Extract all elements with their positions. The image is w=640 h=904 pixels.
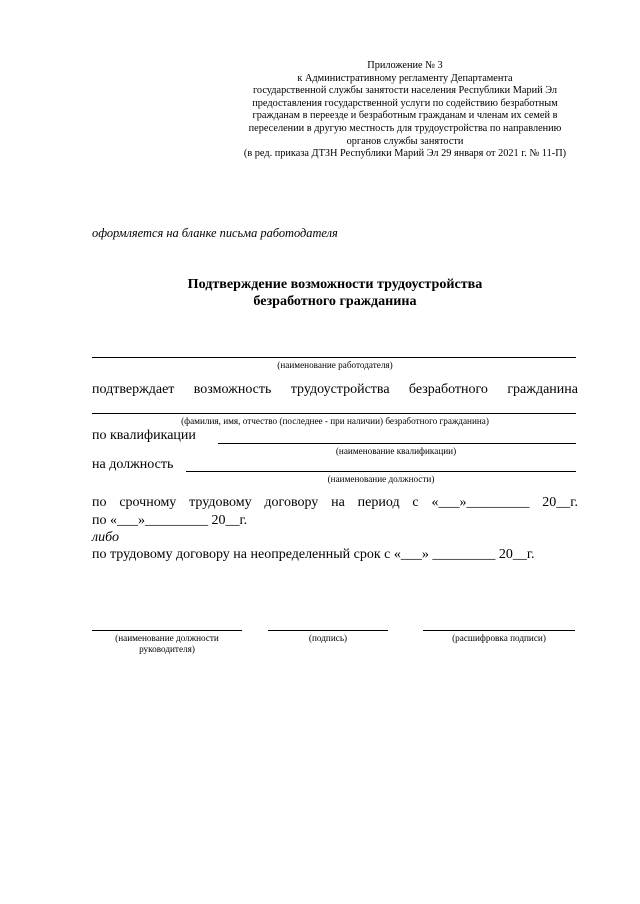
signature-decoding-caption: (расшифровка подписи): [452, 633, 546, 643]
qualification-label: по квалификации: [92, 428, 196, 443]
title-line-2: безработного гражданина: [253, 293, 417, 309]
signature-caption: (подпись): [308, 633, 348, 643]
employer-name-line[interactable]: [92, 357, 576, 358]
fixed-term-start-date[interactable]: «___»_________: [431, 495, 530, 510]
appendix-header: [225, 60, 585, 161]
appendix-line: государственной службы занятости населения Республики Марий Эл: [252, 85, 558, 97]
fixed-term-word: период: [357, 495, 400, 510]
appendix-line: переселении в другую местность для трудоустройства по направлению: [248, 122, 562, 134]
document-title: [92, 276, 578, 310]
fixed-term-word: по: [92, 495, 107, 510]
confirms-word: возможность: [193, 382, 272, 397]
confirms-word: гражданина: [507, 382, 578, 397]
appendix-line: (в ред. приказа ДТЗН Республики Марий Эл 29 января от 2021 г. № 11-П): [243, 148, 567, 160]
fixed-term-word: срочному: [119, 495, 177, 510]
qualification-line[interactable]: [218, 443, 576, 444]
head-position-line[interactable]: [92, 630, 242, 631]
fixed-term-word: трудовому: [189, 495, 252, 510]
appendix-line: Приложение № 3: [367, 60, 443, 71]
fixed-term-contract-line: [92, 495, 578, 511]
qualification-caption: (наименование квалификации): [335, 446, 457, 456]
signature-decoding-line[interactable]: [423, 630, 575, 631]
confirms-word: трудоустройства: [290, 382, 390, 397]
employer-caption: (наименование работодателя): [277, 360, 393, 370]
title-line-1: Подтверждение возможности трудоустройства: [187, 276, 483, 292]
head-position-caption: [92, 633, 242, 655]
position-line[interactable]: [186, 471, 576, 472]
citizen-fio-line[interactable]: [92, 413, 576, 414]
fixed-term-word: с: [412, 495, 419, 510]
or-label: либо: [92, 530, 119, 545]
confirms-word: безработного: [408, 382, 488, 397]
confirms-text: [92, 382, 578, 398]
position-label: на должность: [92, 457, 174, 472]
head-position-caption-line-1: (наименование должности: [115, 633, 219, 643]
head-position-caption-line-2: руководителя): [139, 644, 195, 654]
signature-line[interactable]: [268, 630, 388, 631]
appendix-line: к Административному регламенту Департамента: [297, 72, 513, 84]
appendix-line: органов службы занятости: [346, 135, 464, 147]
letterhead-note: оформляется на бланке письма работодателя: [92, 226, 338, 240]
confirms-word: подтверждает: [92, 382, 175, 397]
indefinite-contract-line[interactable]: по трудовому договору на неопределенный срок с «___» _________ 20__г.: [92, 547, 535, 562]
fixed-term-start-year[interactable]: 20__г.: [542, 495, 578, 510]
fixed-term-end-date[interactable]: по «___»_________ 20__г.: [92, 513, 248, 528]
position-caption: (наименование должности): [327, 474, 435, 484]
fio-caption: (фамилия, имя, отчество (последнее - при наличии) безработного гражданина): [181, 416, 489, 426]
fixed-term-word: на: [331, 495, 345, 510]
appendix-line: предоставления государственной услуги по содействию безработным: [252, 97, 558, 109]
appendix-line: гражданам в переезде и безработным гражданам и членам их семей в: [252, 110, 558, 122]
fixed-term-word: договору: [264, 495, 319, 510]
